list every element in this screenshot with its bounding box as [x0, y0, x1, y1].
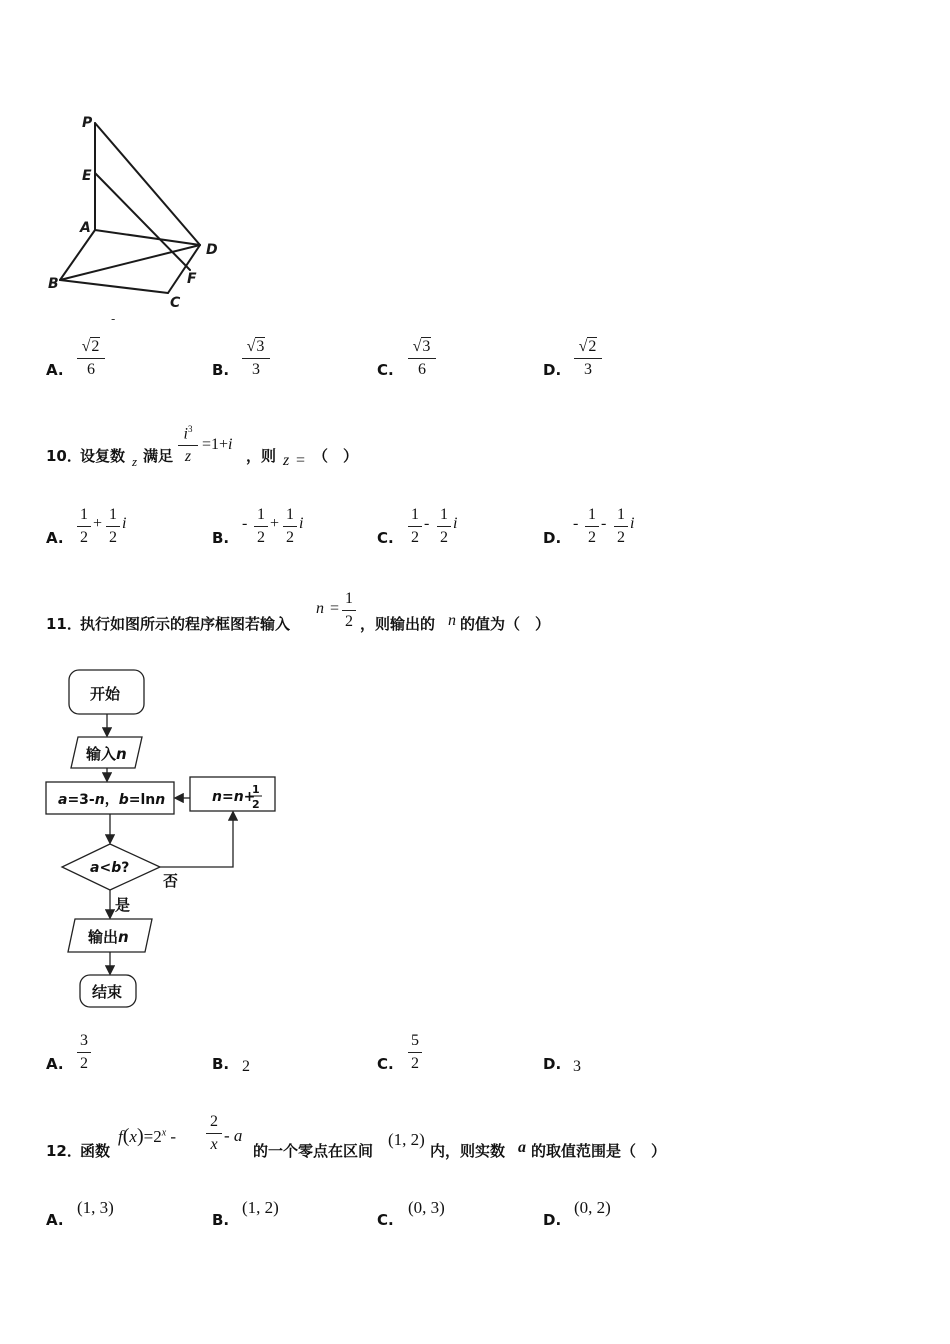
q11-frac: 1 2: [342, 590, 356, 631]
q10-d-frac2: 1 2: [614, 506, 628, 547]
flow-update-text: n=n+: [212, 789, 256, 805]
q10-text-b: 满足: [143, 447, 174, 465]
flow-decision-text: a<b?: [90, 860, 130, 876]
q9-b-den: 3: [252, 361, 260, 378]
q10-a-frac2: 1 2: [106, 506, 120, 547]
q9-a-den: 6: [87, 361, 95, 378]
q10-c-frac1: 1 2: [408, 506, 422, 547]
q12-tail: - a: [224, 1126, 243, 1145]
q12-option-c-letter: C.: [377, 1211, 394, 1229]
q11-option-b-value: 2: [242, 1058, 250, 1075]
q10-b-op: +: [270, 515, 280, 532]
q10-option-a-letter: A.: [46, 529, 64, 547]
q10-b-frac2: 1 2: [283, 506, 297, 547]
q9-c-den: 6: [418, 361, 426, 378]
label-b: B: [48, 276, 59, 292]
q9-c-radicand: 3: [422, 338, 431, 355]
q12-text-c: 内，则实数: [430, 1142, 506, 1160]
q12-option-b-value: (1, 2): [242, 1198, 279, 1217]
q10-option-d-letter: D.: [543, 529, 562, 547]
q11-option-c-value: 5 2: [408, 1032, 422, 1073]
q10-frac-den: z: [184, 448, 192, 466]
q12-frac: 2 x: [206, 1113, 222, 1154]
q12-option-a-value: (1, 3): [77, 1198, 114, 1217]
q11-option-d-value: 3: [573, 1058, 581, 1075]
q11-text-c: 的值为（ ）: [460, 615, 551, 633]
q10-a-i: i: [122, 515, 127, 532]
q10-c-i: i: [453, 515, 458, 532]
flow-no-label: 否: [163, 872, 179, 890]
q12-interval: (1, 2): [388, 1130, 425, 1149]
q10-option-b-letter: B.: [212, 529, 230, 547]
flow-update-den: 2: [252, 798, 260, 811]
q10-d-frac1: 1 2: [585, 506, 599, 547]
q10-b-i: i: [299, 515, 304, 532]
q10-c-op: -: [424, 515, 430, 532]
q10-b-sign: -: [242, 515, 248, 532]
q10-d-op: -: [601, 515, 607, 532]
q9-option-c-letter: C.: [377, 361, 394, 379]
q9-option-b-letter: B.: [212, 361, 230, 379]
flow-yes-label: 是: [115, 896, 131, 914]
q9-option-d-value: √2 3: [574, 338, 602, 379]
q10-a-op: +: [93, 515, 103, 532]
q10-fraction: [178, 420, 198, 466]
q10-text-a: 设复数: [80, 447, 126, 465]
q11-option-d-letter: D.: [543, 1055, 562, 1073]
q10-number: 10．: [46, 447, 82, 465]
q9-b-radicand: 3: [256, 338, 265, 355]
q10-eq-sign: =: [296, 452, 306, 469]
geometry-figure: [40, 105, 240, 325]
flow-output-text: 输出n: [88, 928, 129, 946]
q10-eq-rhs: =1+i: [202, 436, 233, 453]
q11-option-c-letter: C.: [377, 1055, 394, 1073]
flow-process-text: a=3-n，b=lnn: [58, 792, 166, 808]
flow-start-text: 开始: [90, 685, 121, 703]
q10-paren: （ ）: [313, 447, 359, 465]
label-e: E: [82, 168, 92, 184]
q11-eq: =: [330, 600, 340, 617]
edge-ef: [95, 173, 190, 270]
flow-input-text: 输入n: [86, 745, 127, 763]
edge-ad: [95, 230, 200, 245]
q10-var-z: z: [132, 454, 138, 469]
stray-mark: -: [111, 312, 116, 325]
q11-option-a-value: 3 2: [77, 1032, 91, 1073]
q10-option-c-letter: C.: [377, 529, 394, 547]
q10-frac-sup: 3: [187, 424, 193, 434]
flowchart: [40, 660, 300, 1015]
flow-end-text: 结束: [92, 983, 123, 1001]
q11-option-a-letter: A.: [46, 1055, 64, 1073]
q9-d-radicand: 2: [588, 338, 597, 355]
q12-text-a: 函数: [80, 1142, 111, 1160]
q11-n-var2: n: [448, 612, 456, 629]
q12-option-b-letter: B.: [212, 1211, 230, 1229]
q12-function: $f(x)=2^x$ -: [118, 1125, 177, 1147]
q9-option-c-value: √3 6: [408, 338, 436, 379]
label-c: C: [170, 295, 181, 311]
label-a: A: [80, 220, 91, 236]
q11-n-var: n: [316, 600, 324, 617]
label-f: F: [187, 271, 197, 287]
q11-number: 11．: [46, 615, 82, 633]
q11-text-b: ，则输出的: [360, 615, 436, 633]
q9-option-a-value: √2 6: [77, 338, 105, 379]
q11-text-a: 执行如图所示的程序框图若输入: [80, 615, 291, 633]
q10-d-i: i: [630, 515, 635, 532]
q11-option-b-letter: B.: [212, 1055, 230, 1073]
q9-a-radicand: 2: [91, 338, 100, 355]
q12-option-d-value: (0, 2): [574, 1198, 611, 1217]
q12-text-d: 的取值范围是（ ）: [531, 1142, 667, 1160]
q10-z-eq-var: z: [283, 452, 290, 469]
q12-number: 12．: [46, 1142, 82, 1160]
q10-b-frac1: 1 2: [254, 506, 268, 547]
label-d: D: [206, 242, 218, 258]
label-p: P: [82, 115, 93, 131]
q9-option-d-letter: D.: [543, 361, 562, 379]
q12-option-d-letter: D.: [543, 1211, 562, 1229]
q12-text-b: 的一个零点在区间: [253, 1142, 374, 1160]
q10-a-frac1: 1 2: [77, 506, 91, 547]
q9-option-a-letter: A.: [46, 361, 64, 379]
q12-option-c-value: (0, 3): [408, 1198, 445, 1217]
q12-option-a-letter: A.: [46, 1211, 64, 1229]
q9-option-b-value: √3 3: [242, 338, 270, 379]
q9-d-den: 3: [584, 361, 592, 378]
edge-bc: [60, 280, 168, 293]
q10-d-sign: -: [573, 515, 579, 532]
q10-text-c: ，则: [246, 447, 277, 465]
q10-frac-num: i: [183, 425, 188, 443]
q10-c-frac2: 1 2: [437, 506, 451, 547]
flow-update-num: 1: [252, 783, 260, 796]
q12-a-var: a: [518, 1139, 526, 1156]
